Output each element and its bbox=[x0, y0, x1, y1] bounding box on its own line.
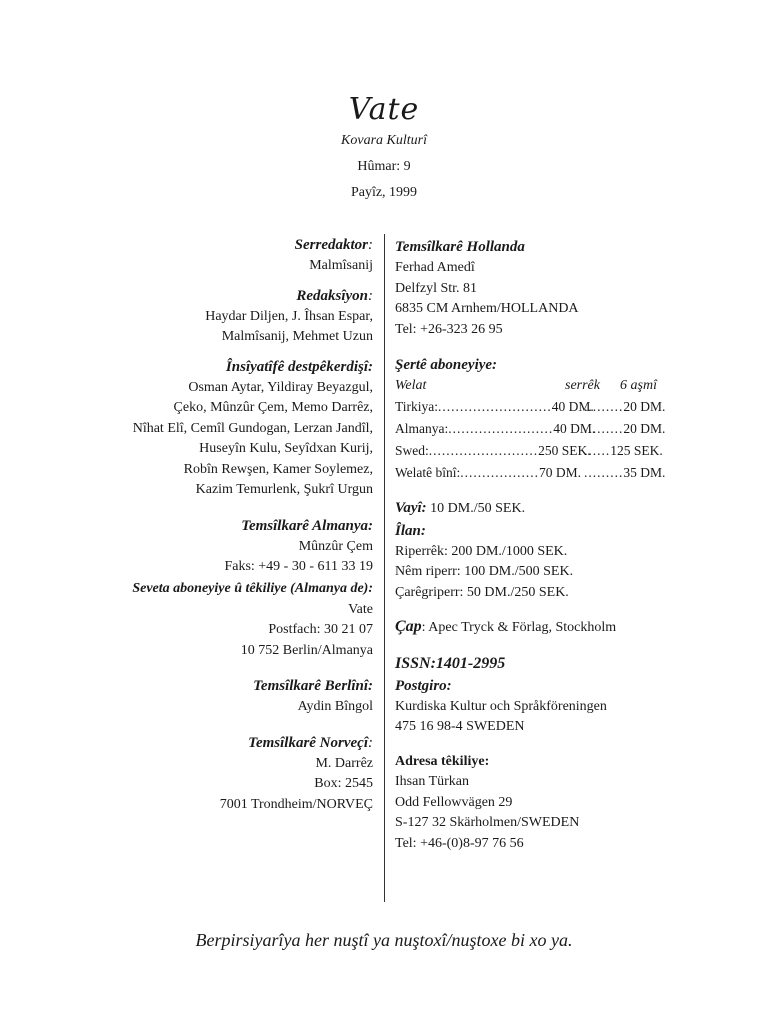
almanya-line: Mûnzûr Çem bbox=[298, 538, 373, 554]
seveta-heading: Seveta aboneyiye û têkiliye (Almanya de): bbox=[132, 580, 373, 596]
abone-yearly: 250 SEK. bbox=[538, 443, 591, 458]
abone-dots: ......................... bbox=[428, 443, 539, 458]
abone-dots: .................. bbox=[460, 465, 540, 480]
redaksiyon-line: Haydar Diljen, J. Îhsan Espar, bbox=[205, 308, 373, 324]
norvec-line: Box: 2545 bbox=[314, 776, 373, 791]
serredaktor-name: Malmîsanij bbox=[309, 258, 373, 273]
serredaktor-label: Serredaktor bbox=[294, 237, 368, 253]
left-column bbox=[60, 234, 373, 815]
issue-number: Hûmar: 9 bbox=[357, 159, 411, 174]
almanya-line: Faks: +49 - 30 - 611 33 19 bbox=[224, 559, 373, 574]
abone-row bbox=[395, 418, 715, 440]
norvec-heading bbox=[60, 732, 373, 754]
ilan-heading: Îlan: bbox=[395, 522, 426, 539]
seveta-line: 10 752 Berlin/Almanya bbox=[240, 642, 373, 658]
abone-yearly: 70 DM. bbox=[539, 465, 582, 480]
adresa-line: Ihsan Türkan bbox=[395, 774, 469, 789]
norvec-label: Temsîlkarê Norveçî bbox=[248, 734, 368, 751]
abone-dots: .......................... bbox=[438, 399, 552, 414]
seveta-line: Postfach: 30 21 07 bbox=[268, 622, 373, 637]
insiyatif-line: Kazim Temurlenk, Şukrî Urgun bbox=[195, 482, 373, 497]
redaksiyon-colon: : bbox=[368, 287, 373, 304]
magazine-title: Vate bbox=[348, 92, 420, 127]
insiyatif-line: Nîhat Elî, Cemîl Gundogan, Lerzan Jandîl, bbox=[132, 420, 373, 436]
insiyatif-line: Robîn Rewşen, Kamer Soylemez, bbox=[183, 461, 373, 477]
cap-value: : Apec Tryck & Förlag, Stockholm bbox=[421, 620, 617, 635]
postgiro-line: Kurdiska Kultur och Språkföreningen bbox=[395, 698, 607, 714]
insiyatif-line: Huseyîn Kulu, Seyîdxan Kurij, bbox=[199, 441, 373, 456]
abone-heading: Şertê aboneyiye: bbox=[395, 357, 498, 373]
abone-dots: ........................ bbox=[448, 421, 554, 436]
postgiro-line: 475 16 98-4 SWEDEN bbox=[395, 719, 525, 734]
redaksiyon-label: Redaksîyon bbox=[296, 287, 368, 304]
ilan-line: Nêm riperr: 100 DM./500 SEK. bbox=[395, 564, 574, 579]
right-column bbox=[395, 236, 715, 854]
cap-line bbox=[395, 617, 715, 639]
postgiro-heading: Postgiro: bbox=[395, 677, 452, 694]
abone-country: Almanya: bbox=[395, 421, 449, 436]
abone-header-yearly: serrêk bbox=[565, 378, 600, 393]
vayi-value: 10 DM./50 SEK. bbox=[430, 501, 526, 516]
hollanda-heading: Temsîlkarê Hollanda bbox=[395, 239, 525, 255]
abone-dots: ......... bbox=[584, 399, 624, 414]
abone-header-half: 6 aşmî bbox=[620, 378, 657, 393]
vayi-line bbox=[395, 498, 715, 520]
seveta-line: Vate bbox=[348, 601, 373, 617]
masthead bbox=[0, 92, 768, 206]
abone-dots: ...... bbox=[584, 443, 611, 458]
insiyatif-line: Osman Aytar, Yildiray Beyazgul, bbox=[188, 379, 373, 395]
abone-yearly: 40 DM. bbox=[551, 399, 594, 414]
abone-country: Welatê bînî: bbox=[395, 465, 461, 480]
issue-season: Payîz, 1999 bbox=[350, 185, 418, 200]
norvec-line: M. Darrêz bbox=[315, 755, 373, 771]
abone-dots: ......... bbox=[584, 421, 624, 436]
ilan-line: Çarêgriperr: 50 DM./250 SEK. bbox=[395, 584, 569, 600]
almanya-heading: Temsîlkarê Almanya: bbox=[241, 517, 373, 534]
abone-row bbox=[395, 396, 715, 418]
adresa-line: S-127 32 Skärholmen/SWEDEN bbox=[395, 815, 580, 830]
abone-country: Swed: bbox=[395, 443, 429, 458]
redaksiyon-heading bbox=[60, 285, 373, 307]
hollanda-line: Ferhad Amedî bbox=[395, 260, 475, 275]
hollanda-line: 6835 CM Arnhem/HOLLANDA bbox=[395, 301, 579, 316]
abone-table-header bbox=[395, 376, 715, 396]
issn: ISSN:1401-2995 bbox=[395, 654, 506, 672]
insiyatif-line: Çeko, Mûnzûr Çem, Memo Darrêz, bbox=[173, 400, 373, 415]
adresa-line: Tel: +46-(0)8-97 76 56 bbox=[395, 835, 524, 851]
abone-half: 20 DM. bbox=[623, 399, 666, 414]
abone-half: 20 DM. bbox=[623, 421, 666, 436]
abone-half: 125 SEK. bbox=[610, 443, 663, 458]
abone-country: Tirkiya: bbox=[395, 399, 439, 414]
redaksiyon-line: Malmîsanij, Mehmet Uzun bbox=[221, 329, 373, 344]
berlin-heading: Temsîlkarê Berlînî: bbox=[253, 678, 373, 694]
serredaktor-colon: : bbox=[368, 237, 373, 253]
hollanda-line: Tel: +26-323 26 95 bbox=[395, 321, 503, 337]
abone-header-country: Welat bbox=[395, 378, 427, 393]
ilan-line: Riperrêk: 200 DM./1000 SEK. bbox=[395, 543, 568, 559]
insiyatif-heading: Însîyatîfê destpêkerdişî: bbox=[225, 358, 373, 375]
abone-row bbox=[395, 440, 715, 462]
cap-label: Çap bbox=[395, 618, 422, 635]
norvec-colon: : bbox=[368, 734, 373, 751]
footer-disclaimer: Berpirsiyarîya her nuştî ya nuştoxî/nuştoxe bi xo ya. bbox=[195, 930, 573, 950]
vayi-label: Vayî: bbox=[395, 500, 427, 516]
column-divider bbox=[384, 234, 385, 902]
hollanda-line: Delfzyl Str. 81 bbox=[395, 280, 478, 296]
abone-yearly: 40 DM. bbox=[553, 421, 596, 436]
abone-dots: ......... bbox=[584, 465, 624, 480]
adresa-line: Odd Fellowvägen 29 bbox=[395, 794, 513, 810]
abone-half: 35 DM. bbox=[623, 465, 666, 480]
serredaktor-heading bbox=[60, 234, 373, 256]
adresa-heading: Adresa têkiliye: bbox=[395, 753, 490, 769]
norvec-line: 7001 Trondheim/NORVEÇ bbox=[219, 796, 373, 812]
abone-row bbox=[395, 462, 715, 484]
berlin-line: Aydin Bîngol bbox=[297, 699, 373, 714]
magazine-subtitle: Kovara Kulturî bbox=[341, 133, 427, 148]
